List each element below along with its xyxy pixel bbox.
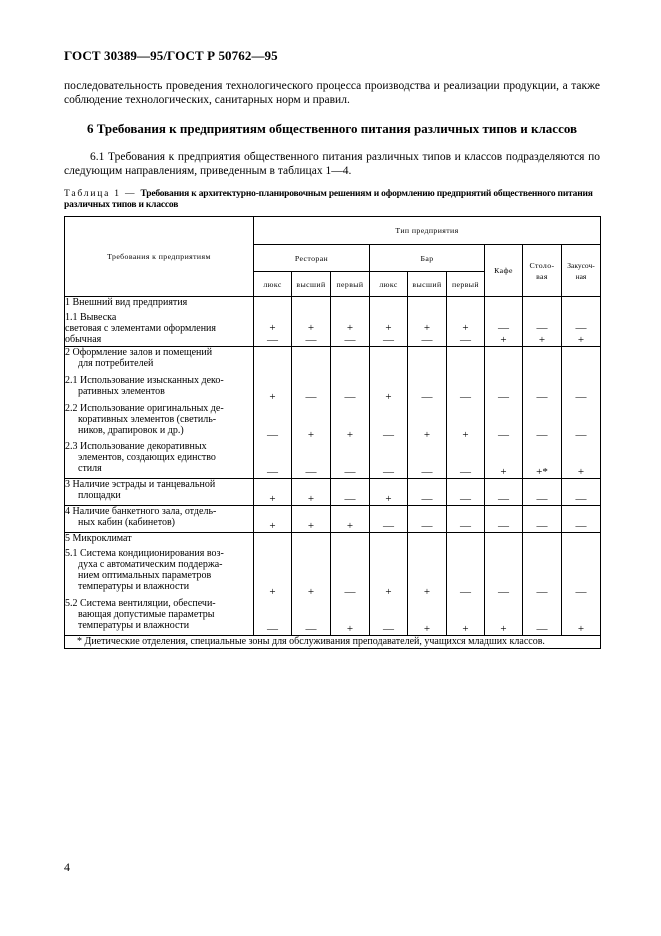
mark: — xyxy=(485,548,523,598)
mark: — xyxy=(562,479,601,506)
mark: + xyxy=(254,312,292,334)
mark: — xyxy=(254,598,292,636)
mark: — xyxy=(447,506,485,533)
mark: — xyxy=(292,375,331,403)
header-bar-lux: люкс xyxy=(370,272,408,297)
mark: — xyxy=(523,548,562,598)
header-restaurant-first: первый xyxy=(331,272,370,297)
mark: — xyxy=(485,312,523,334)
row-group-facade: 1 Внешний вид предприятия xyxy=(65,297,254,312)
mark: + xyxy=(331,312,370,334)
mark: — xyxy=(331,334,370,347)
mark: + xyxy=(485,334,523,347)
mark: — xyxy=(370,334,408,347)
row-style-decor: 2.3 Использование декоративных элементов, создающих единство стиля xyxy=(65,441,254,479)
mark: — xyxy=(485,375,523,403)
mark: — xyxy=(447,441,485,479)
mark: + xyxy=(408,548,447,598)
mark: — xyxy=(523,479,562,506)
mark: — xyxy=(331,479,370,506)
mark: + xyxy=(562,334,601,347)
mark: — xyxy=(408,375,447,403)
mark: — xyxy=(523,403,562,441)
mark: — xyxy=(370,441,408,479)
row-ventilation: 5.2 Система вентиляции, обеспечи- вающая допустимые параметры температуры и влажности xyxy=(65,598,254,636)
mark: — xyxy=(370,403,408,441)
mark: + xyxy=(254,375,292,403)
table-caption xyxy=(64,189,600,211)
header-canteen: Столо- вая xyxy=(523,245,562,297)
mark: — xyxy=(331,441,370,479)
document-header: ГОСТ 30389—95/ГОСТ Р 50762—95 xyxy=(64,48,278,63)
mark: + xyxy=(370,312,408,334)
mark: + xyxy=(292,548,331,598)
mark: + xyxy=(292,312,331,334)
mark: — xyxy=(447,375,485,403)
table-footnote: * Диетические отделения, специальные зоны для обслуживания преподавателей, учащихся младших классов. xyxy=(65,636,601,649)
mark: + xyxy=(562,441,601,479)
mark: + xyxy=(254,506,292,533)
row-air-conditioning: 5.1 Система кондиционирования воз- духа с автоматическим поддержа- нием оптимальных параметров температуры и влажности xyxy=(65,548,254,598)
mark: — xyxy=(447,479,485,506)
row-exquisite-decor: 2.1 Использование изысканных деко- ративных элементов xyxy=(65,375,254,403)
row-stage-dancefloor: 3 Наличие эстрады и танцевальной площадки xyxy=(65,479,254,506)
mark: — xyxy=(523,312,562,334)
mark: + xyxy=(408,312,447,334)
row-signboard-lit: 1.1 Вывеска световая с элементами оформления xyxy=(65,312,254,334)
mark: — xyxy=(485,506,523,533)
mark: — xyxy=(254,403,292,441)
section-paragraph: 6.1 Требования к предприятия общественного питания различных типов и классов подразделяются по следующим направлениям, приведенным в таблицах 1—4. xyxy=(64,151,600,177)
mark: + xyxy=(408,403,447,441)
mark: + xyxy=(562,598,601,636)
mark: — xyxy=(408,506,447,533)
mark: + xyxy=(370,479,408,506)
mark: — xyxy=(292,334,331,347)
row-group-halls: 2 Оформление залов и помещений для потребителей xyxy=(65,347,254,375)
table-caption-title: Требования к архитектурно-планировочным решениям и оформлению предприятий общественного питания различных типов и классов xyxy=(64,189,593,210)
mark: — xyxy=(485,403,523,441)
mark: + xyxy=(447,312,485,334)
header-bar-higher: высший xyxy=(408,272,447,297)
section-title: 6 Требования к предприятиям общественного питания различных типов и классов xyxy=(86,121,578,136)
mark: + xyxy=(370,548,408,598)
mark: + xyxy=(331,506,370,533)
header-bar: Бар xyxy=(370,245,485,272)
mark: — xyxy=(523,375,562,403)
row-original-decor: 2.2 Использование оригинальных де- коративных элементов (светиль- ников, драпировок и др.) xyxy=(65,403,254,441)
mark: + xyxy=(254,548,292,598)
header-snack-bar: Закусоч- ная xyxy=(562,245,601,297)
mark: — xyxy=(331,375,370,403)
mark: — xyxy=(485,479,523,506)
requirements-table xyxy=(64,216,601,649)
mark: — xyxy=(447,548,485,598)
intro-paragraph: последовательность проведения технологического процесса производства и реализации продукции, а также соблюдение технологических, санитарных норм и правил. xyxy=(64,80,600,106)
mark: — xyxy=(370,598,408,636)
mark: — xyxy=(254,334,292,347)
mark: + xyxy=(447,598,485,636)
mark: + xyxy=(292,479,331,506)
header-enterprise-type: Тип предприятия xyxy=(254,217,601,245)
header-restaurant: Ресторан xyxy=(254,245,370,272)
table-caption-label: Таблица 1 — xyxy=(64,189,141,199)
header-requirements: Требования к предприятиям xyxy=(65,217,254,297)
header-restaurant-higher: высший xyxy=(292,272,331,297)
mark: — xyxy=(447,334,485,347)
mark: + xyxy=(447,403,485,441)
mark: + xyxy=(331,403,370,441)
mark: — xyxy=(562,506,601,533)
mark: + xyxy=(485,441,523,479)
mark: — xyxy=(562,312,601,334)
mark: — xyxy=(408,479,447,506)
header-bar-first: первый xyxy=(447,272,485,297)
mark: — xyxy=(562,375,601,403)
mark: + xyxy=(370,375,408,403)
mark: — xyxy=(370,506,408,533)
mark: — xyxy=(408,334,447,347)
mark: + xyxy=(292,506,331,533)
mark: + xyxy=(292,403,331,441)
mark: + xyxy=(331,598,370,636)
mark: — xyxy=(254,441,292,479)
row-banquet-hall: 4 Наличие банкетного зала, отдель- ных кабин (кабинетов) xyxy=(65,506,254,533)
row-signboard-plain: обычная xyxy=(65,334,254,347)
mark: + xyxy=(254,479,292,506)
mark: — xyxy=(523,506,562,533)
mark: — xyxy=(408,441,447,479)
mark: + xyxy=(485,598,523,636)
mark: + xyxy=(408,598,447,636)
mark: — xyxy=(523,598,562,636)
mark: — xyxy=(562,403,601,441)
mark: + xyxy=(523,334,562,347)
header-restaurant-lux: люкс xyxy=(254,272,292,297)
mark: +* xyxy=(523,441,562,479)
mark: — xyxy=(331,548,370,598)
row-group-microclimate: 5 Микроклимат xyxy=(65,533,254,548)
mark: — xyxy=(562,548,601,598)
mark: — xyxy=(292,598,331,636)
mark: — xyxy=(292,441,331,479)
header-cafe: Кафе xyxy=(485,245,523,297)
page-number: 4 xyxy=(64,860,70,874)
